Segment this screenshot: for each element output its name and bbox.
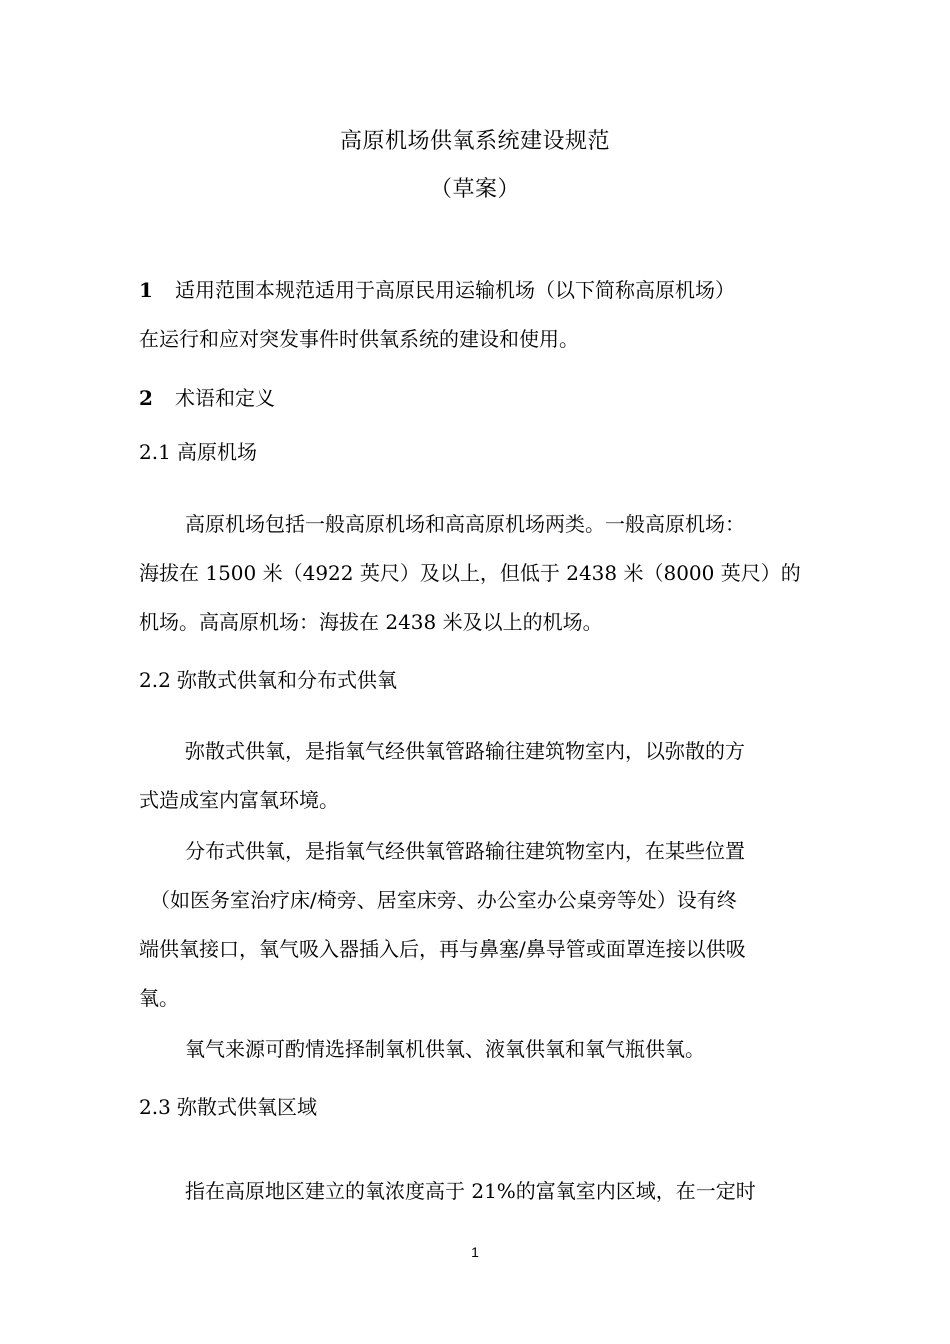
section-2-heading: [139, 384, 275, 412]
paragraph-line: 氧气来源可酌情选择制氧机供氧、液氧供氧和氧气瓶供氧。: [185, 1037, 705, 1061]
section-number: 2.1: [139, 440, 171, 464]
paragraph-line: 适用范围本规范适用于高原民用运输机场（以下简称高原机场）: [175, 278, 735, 302]
document-subtitle: （草案）: [429, 177, 520, 202]
section-title: 高原机场: [177, 440, 257, 464]
paragraph-line: 式造成室内富氧环境。: [139, 788, 339, 812]
paragraph-line: 端供氧接口，氧气吸入器插入后，再与鼻塞/鼻导管或面罩连接以供吸: [139, 937, 746, 961]
paragraph-line: 海拔在 1500 米（4922 英尺）及以上，但低于 2438 米（8000 英尺）的: [139, 561, 801, 585]
section-title: 弥散式供氧和分布式供氧: [177, 668, 397, 692]
section-number: 2: [139, 386, 153, 410]
section-2-3-heading: [139, 1093, 317, 1121]
paragraph-line: （如医务室治疗床/椅旁、居室床旁、办公室办公桌旁等处）设有终: [150, 888, 737, 912]
section-title: 弥散式供氧区域: [177, 1095, 317, 1119]
section-title: 术语和定义: [175, 386, 275, 410]
page-number: 1: [471, 1244, 479, 1260]
section-2-1-heading: [139, 438, 257, 466]
paragraph-line: 分布式供氧，是指氧气经供氧管路输往建筑物室内，在某些位置: [185, 839, 745, 863]
section-number: 2.2: [139, 668, 171, 692]
paragraph-line: 指在高原地区建立的氧浓度高于 21%的富氧室内区域，在一定时: [185, 1179, 756, 1203]
paragraph-line: 氧。: [139, 986, 179, 1010]
paragraph-line: 弥散式供氧，是指氧气经供氧管路输往建筑物室内，以弥散的方: [185, 739, 745, 763]
section-number: 2.3: [139, 1095, 171, 1119]
paragraph-line: 机场。高高原机场：海拔在 2438 米及以上的机场。: [139, 610, 603, 634]
section-2-2-heading: [139, 666, 397, 694]
section-1-heading: [139, 276, 735, 304]
section-number: 1: [139, 278, 153, 302]
paragraph-line: 在运行和应对突发事件时供氧系统的建设和使用。: [139, 327, 579, 351]
document-title: 高原机场供氧系统建设规范: [339, 129, 610, 154]
paragraph-line: 高原机场包括一般高原机场和高高原机场两类。一般高原机场：: [185, 512, 745, 536]
